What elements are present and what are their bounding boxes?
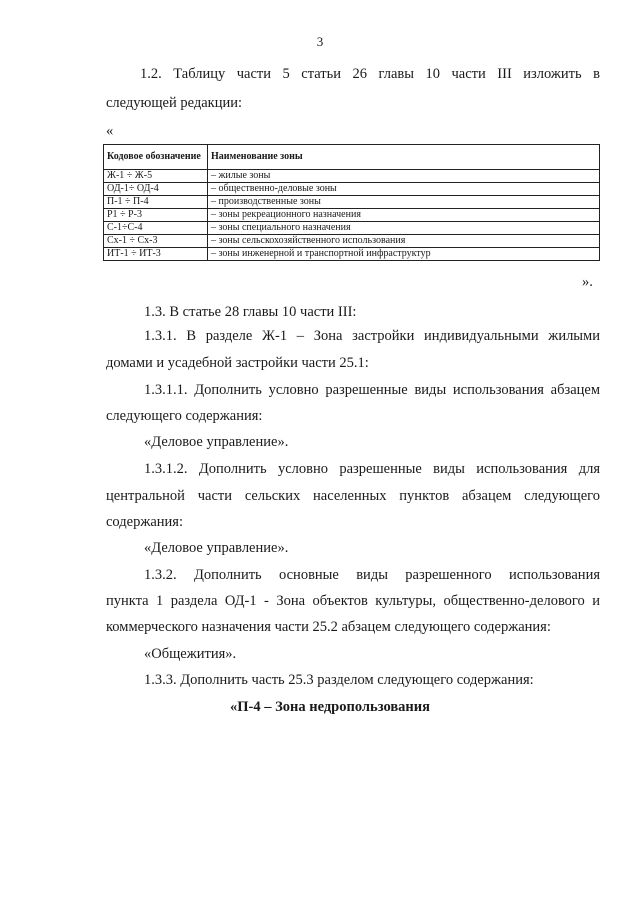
quote-dormitories: «Общежития». xyxy=(144,646,237,662)
zone-code: ОД-1÷ ОД-4 xyxy=(104,183,208,196)
table-header-row xyxy=(104,145,600,170)
quote-business-management-1: «Деловое управление». xyxy=(144,434,289,450)
paragraph-1-3-2-line-2: пункта 1 раздела ОД-1 - Зона объектов культуры, общественно-делового и xyxy=(106,593,600,609)
table-row xyxy=(104,248,600,261)
paragraph-1-3-2-line-3: коммерческого назначения части 25.2 абзацем следующего содержания: xyxy=(106,619,551,635)
heading-p4-zone: «П-4 – Зона недропользования xyxy=(230,699,430,715)
paragraph-1-2-line-1: 1.2. Таблицу части 5 статьи 26 главы 10 части III изложить в xyxy=(140,66,600,82)
paragraph-1-3-1-line-1: 1.3.1. В разделе Ж-1 – Зона застройки индивидуальными жилыми xyxy=(144,328,600,344)
paragraph-1-3-1-line-2: домами и усадебной застройки части 25.1: xyxy=(106,355,369,371)
paragraph-1-3-1-2-line-3: содержания: xyxy=(106,514,184,530)
paragraph-1-3-1-1-line-1: 1.3.1.1. Дополнить условно разрешенные виды использования абзацем xyxy=(144,382,600,398)
quote-business-management-2: «Деловое управление». xyxy=(144,540,289,556)
header-name: Наименование зоны xyxy=(208,145,600,170)
paragraph-1-3-1-2-line-1: 1.3.1.2. Дополнить условно разрешенные виды использования для xyxy=(144,461,600,477)
paragraph-1-2-line-2: следующей редакции: xyxy=(106,95,243,111)
zone-name: – производственные зоны xyxy=(208,196,600,209)
paragraph-1-3-2-line-1: 1.3.2. Дополнить основные виды разрешенного использования xyxy=(144,567,600,583)
zone-name: – зоны инженерной и транспортной инфраструктур xyxy=(208,248,600,261)
zone-name: – зоны специального назначения xyxy=(208,222,600,235)
close-quote: ». xyxy=(582,274,593,290)
paragraph-1-3-1-1-line-2: следующего содержания: xyxy=(106,408,263,424)
table-row xyxy=(104,170,600,183)
table-row xyxy=(104,209,600,222)
zone-name: – зоны рекреационного назначения xyxy=(208,209,600,222)
paragraph-1-3-1-2-line-2: центральной части сельских населенных пунктов абзацем следующего xyxy=(106,488,600,504)
open-quote: « xyxy=(106,123,114,139)
table-row xyxy=(104,235,600,248)
zone-code: Р1 ÷ Р-3 xyxy=(104,209,208,222)
zone-code: Ж-1 ÷ Ж-5 xyxy=(104,170,208,183)
paragraph-1-3-3: 1.3.3. Дополнить часть 25.3 разделом следующего содержания: xyxy=(144,672,534,688)
zone-name: – зоны сельскохозяйственного использования xyxy=(208,235,600,248)
zone-code: Сх-1 ÷ Сх-3 xyxy=(104,235,208,248)
zone-name: – общественно-деловые зоны xyxy=(208,183,600,196)
header-code: Кодовое обозначение xyxy=(104,145,208,170)
zones-table xyxy=(103,144,600,261)
zone-name: – жилые зоны xyxy=(208,170,600,183)
table-row xyxy=(104,183,600,196)
zone-code: С-1÷С-4 xyxy=(104,222,208,235)
page-number: 3 xyxy=(316,34,324,49)
paragraph-1-3: 1.3. В статье 28 главы 10 части III: xyxy=(144,304,357,320)
table-row xyxy=(104,222,600,235)
table-row xyxy=(104,196,600,209)
zone-code: П-1 ÷ П-4 xyxy=(104,196,208,209)
zone-code: ИТ-1 ÷ ИТ-3 xyxy=(104,248,208,261)
